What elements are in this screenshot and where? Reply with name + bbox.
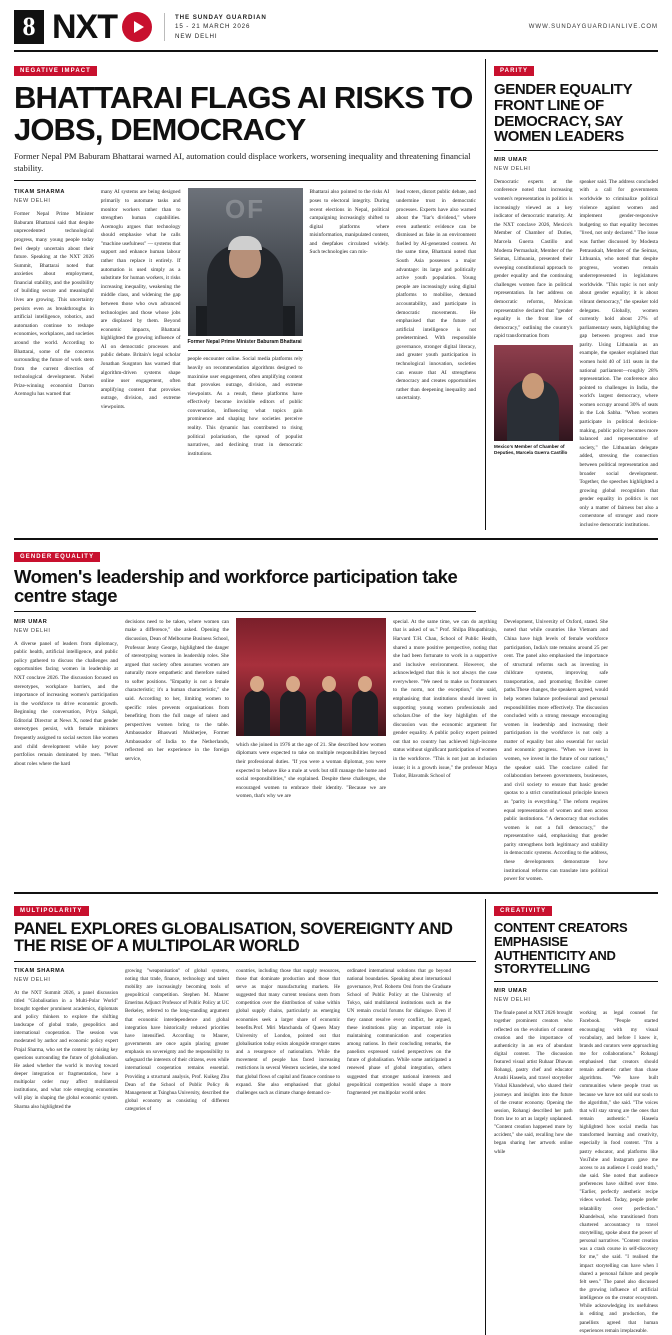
section3-body-2: growing "weaponisation" of global systems, noting that trade, finance, technology and talent mobility are increasingly becoming tools of geopolitical competition. Stephen M. Maurer Emeritus Adjunct Professor of Public Policy at UC Berkeley, referred to the long-standing argument that economic interdependence and global integration have historically reduced priorities have intensified. According to Maurer, governments are once again placing greater emphasis on sovereignty and the responsibility to safeguard the interests of their citizens, even while international cooperation remains essential. Providing a structural analysis, Prof. Kuikeg Zhu Dean of the School of Public Policy & Management at Tsinghua University, described the global economy as consisting of different categories of	[125, 967, 229, 1113]
lead-photo-caption: Former Nepal Prime Minister Baburam Bhattarai	[188, 336, 303, 351]
publication-name: THE SUNDAY GUARDIAN	[175, 14, 267, 22]
parity-photo-caption: Mexico's Member of Chamber of Deputies, Marcela Guerra Castillo	[494, 443, 568, 456]
gender-equality-section	[14, 538, 658, 884]
section2-headline: Women's leadership and workforce participation take centre stage	[14, 567, 476, 612]
section2-body-5: Development, University of Oxford, stated. She noted that while countries like Vietnam and China have high levels of female workforce participation, India's rate remains around 25 per cent. The panel also emphasised the importance of structural reforms such as investing in childcare systems, improving safe transportation, and promoting flexible career paths.These changes, the speakers agreed, would help women balance professional and personal responsibilities more effectively. The discussion concluded with a strong message encouraging women in leadership and increasing their participation in the workforce is not only a matter of equality but also essential for social and economic progress. "When we invest in women, we invest in the future of our nations," the speaker said. The conclave called for collaboration between governments, businesses, and civil society to ensure that basic gender quotas to a strict constitutional principle known as "parity in everything." The reform requires equal representation of women and men across public institutions. "A democracy that excludes women is not a full democracy," the representative said, emphasising that gender parity strengthens both legitimacy and stability in democratic systems. According to the address, these developments demonstrate how institutional reforms can translate into political power for women.	[504, 618, 608, 883]
parity-story	[485, 59, 658, 530]
parity-headline: GENDER EQUALITY FRONT LINE OF DEMOCRACY, SAY WOMEN LEADERS	[494, 82, 658, 151]
section3r-column-1	[494, 1009, 573, 1335]
kicker-multipolarity: MULTIPOLARITY	[14, 906, 89, 916]
section3r-headline: CONTENT CREATORS EMPHASISE AUTHENTICITY AND STORYTELLING	[494, 921, 658, 983]
lead-headline: BHATTARAI FLAGS AI RISKS TO JOBS, DEMOCRACY	[14, 80, 473, 147]
kicker-creativity: CREATIVITY	[494, 906, 552, 916]
lead-photo	[188, 188, 303, 336]
section3-body-4: ordinated international solutions that go beyond national boundaries. Speaking about international governance, Prof. Roberto Orsi from the Graduate School of Public Policy at the University of Tokyo, said multilateral institutions such as the UN remain crucial forums for dialogue. Even if they cannot resolve every conflict, he argued, these institutions play an important role in maintaining communication and cooperation among nations. In their concluding remarks, the panelists expressed varied perspectives on the future of globalisation. While some anticipated a renewed phase of global integration, others suggested that stronger national interests and geopolitical competition would shape a more fragmented yet multipolar world order.	[347, 967, 451, 1096]
section3-column-2	[125, 967, 229, 1114]
parity-byline-name: MIR UMAR	[494, 157, 528, 163]
kicker-negative-impact: NEGATIVE IMPACT	[14, 66, 97, 76]
creativity-story	[485, 899, 658, 1335]
section3r-byline	[494, 987, 658, 1005]
section2-byline	[14, 618, 118, 636]
brand-name: NXT	[52, 8, 117, 46]
parity-columns	[494, 178, 658, 530]
parity-photo	[494, 345, 573, 441]
parity-column-1	[494, 178, 573, 530]
publication-info	[164, 13, 267, 41]
lead-columns	[14, 188, 476, 458]
section2-columns	[14, 618, 658, 884]
lead-body-5: lead voters, distort public debate, and undermine trust in democratic processes. Experts have also warned about the "liar's dividend," where even authentic evidence can be dismissed as fake in an environment fuelled by AI-generated content. At the same time, Bhattarai noted that South Asia possesses a major advantage: its large and politically active youth population. Young people are increasingly using digital platforms to mobilise, demand accountability, and participate in democratic movements. He emphasised that the future of artificial intelligence is not predetermined. With responsible governance, stronger digital literacy, and greater youth participation in technological innovation, societies can ensure that AI strengthens democracy and creates opportunities rather than deepening inequality and uncertainty.	[396, 189, 477, 402]
section2-body-4: special. At the same time, we can do anything that is asked of us." Prof. Shilpa Bhupathiraju, Harvard T.H. Chan, School of Public Health, shared a more positive perspective, noting that she had been fortunate to work in a supportive and inclusive environment. However, she acknowledged that this is not always the case everywhere. "We need to make us frontrunners to the norm, not the exception," she said, emphasising that institutions should invest in supporting young women professionals and scholars.One of the key highlights of the discussion was the economic argument for gender equality. A public policy expert pointed out that no country has achieved high-income status without significant participation of women in the workforce. "This is not just an inclusion issue; it is a growth issue," the professor Maya Tudor, Blavatnik School of	[393, 618, 498, 780]
parity-column-2	[580, 178, 659, 530]
section3r-byline-place: NEW DELHI	[494, 997, 531, 1004]
section2-photo-block	[236, 618, 386, 884]
brand-logo	[52, 10, 152, 44]
publication-date: 15 - 21 MARCH 2026	[175, 23, 251, 31]
section3-columns	[14, 967, 476, 1114]
parity-byline	[494, 156, 658, 174]
section3r-body-1: The finale panel at NXT 2026 brought together prominent creators who reflected on the evolution of content creation and the importance of authenticity in an era of abundant digital content. The discussion featured visual artist Ruhaar Dhawan Rohangi, pastry chef and educator Arushi Haseela, and travel storyteller Vishal Khandelwal, who shared their journeys and insights into the future of the creator economy. Opening the session, Rohangi described her path from law to art as largely unplanned. "Content creation happened more by accident," she said, recalling how she began sharing her artwork online while	[494, 1010, 573, 1155]
kicker-gender-equality: GENDER EQUALITY	[14, 552, 100, 562]
section3-byline-name: TIKAM SHARMA	[14, 967, 66, 974]
lead-photo-block	[188, 188, 303, 458]
lead-body-3: people encounter online. Social media platforms rely heavily on recommendation algorithms designed to maximise user engagement, often amplifying content that provokes outrage, division, and extreme viewpoints. As a result, these platforms have effectively become invisible editors of public conversation, influencing what topics gain prominence and shaping how societies perceive reality. This dynamic has contributed to rising political polarisation, the spread of populist narratives, and declining trust in democratic institutions.	[187, 356, 303, 457]
lead-column-2	[101, 188, 181, 458]
section3-byline-place: NEW DELHI	[14, 976, 51, 983]
parity-body-2: speaker said. The address concluded with a call for governments worldwide to criminalize political violence against women and implement gender-responsive budgeting so that equality becomes "lived, not only declared." The issue was further discussed by Modesta Petrauskait, Member of the Seimas, Lithuania, who noted that despite progress, women remain underrepresented in legislatures worldwide. "This topic is not only about gender equality; it is about vibrant democracy," the speaker told delegates. Globally, women currently hold about 27% of parliamentary seats, highlighting the gap between progress and true parity. Using Lithuania as an example, the speaker explained that women hold 40 of 141 seats in the national parliament—roughly 28% representation. The conference also pointed to challenges in India, the world's largest democracy, where women occupy around 30% of seats in the Lok Sabha. "When women participate in political decision-making, public policy becomes more balanced and representative of society," the Lithuanian delegate added, stressing the connection between political representation and broader social development. Together, the speeches highlighted a growing global recognition that gender equality in politics is not only a matter of fairness but also a cornerstone of stronger and more inclusive democratic institutions.	[579, 178, 658, 528]
lead-byline	[14, 188, 94, 206]
masthead	[14, 10, 658, 52]
kicker-parity: PARITY	[494, 66, 534, 76]
play-icon	[122, 12, 152, 42]
top-section	[14, 59, 658, 530]
section3-column-3	[236, 967, 340, 1114]
section2-body-2: decisions need to be taken, where women can make a difference," she asked. Opening the discussion, Dean of Melbourne Business School, Professor Jenny George, highlighted the danger of stereotyping women in leadership roles. She argued that society often assumes women are naturally more empathetic and therefore suited to softer positions. "Empathy is not a female characteristic; it's a human characteristic," she said. According to her, limiting women to specific roles prevents organisations from benefiting from the full range of talent and perspectives women bring to the table. Ambassador Bhaswati Mukherjee, Former Ambassador of India to the Netherlands, reflected on her experience in the foreign service,	[125, 618, 229, 763]
lead-column-4	[310, 188, 390, 458]
lead-story	[14, 59, 476, 530]
byline-name: TIKAM SHARMA	[14, 189, 66, 196]
section3r-body-2: working as legal counsel for Facebook. "People started encouraging with my visual vocabulary, and before I knew it, brands and curators were approaching me for collaborations." Rohangi emphasised that creators should remain authentic rather than chase algorithms. "We have built communities where people trust us because we have not sold our souls to the algorithm," she said. "The voices that will stay strong are the ones that remain authentic." Haseela highlighted how social media has transformed learning and creativity, especially in food content. "I'm a pastry educator, and platforms like YouTube and Instagram gave me access to an audience I could teach," she said. She noted that audience preferences have shifted over time. "Earlier, perfectly aesthetic recipe videos worked. Today, people prefer relatability over perfection." Khandelwal, who transitioned from chartered accountancy to travel storytelling, spoke about the power of personal narratives. "Content creation was a crash course in self-discovery for me," she said. "I realised the impact storytelling can have when I shared a personal failure and people felt seen." The panel also discussed the growing influence of artificial intelligence on the creator ecosystem. While acknowledging its usefulness in editing and production, the panellists agreed that human experiences remain irreplaceable.	[579, 1010, 658, 1334]
section2-photo	[236, 618, 386, 736]
multipolarity-story	[14, 899, 476, 1335]
section2-body-3: which she joined in 1976 at the age of 21. She described how women diplomats were expected to take on multiple responsibilities beyond their professional duties. "If you were a woman diplomat, you were expected to behave like a male at work but still manage the home and social responsibilities," she explained. Despite these challenges, she encouraged women to embrace their identity. "Because we are women, that's why we are	[236, 741, 386, 800]
parity-byline-place: NEW DELHI	[494, 165, 531, 172]
section3-body-3: countries, including those that supply resources, those that dominate production and those that serve as major manufacturing markets. He suggested that many current tensions stem from competition over the distribution of value within global supply chains, particularly as emerging economies seek a larger share of economic benefits.Prof. Miri Manchanda of Queen Mary University of London, pointed out that globalisation today exists alongside stronger states and a resurgence of nationalism. While the movement of people has faced increasing restrictions in several Western societies, she noted that global flows of capital and finance continue to expand. She also emphasised that global challenges such as climate change demand co-	[236, 967, 340, 1096]
bottom-section	[14, 892, 658, 1335]
section2-body-1: A diverse panel of leaders from diplomacy, public health, artificial intelligence, and public policy gathered to discuss the challenges and opportunities facing women in leadership at NXT conclave 2026. The discussion focused on stereotypes, workplace barriers, and the importance of increasing women's participation in the workforce to drive economic growth. Beginning the conversation, Priya Sahgal, Editorial Director at News X, noted that gender stereotypes persist, with female ministers frequently assigned to social sectors like women and child development while key power portfolios remain dominated by men. "What about roles where the hard	[14, 640, 118, 767]
lead-column-5	[396, 188, 476, 458]
publication-city: NEW DELHI	[175, 32, 218, 40]
section2-byline-place: NEW DELHI	[14, 627, 51, 634]
section3-headline: PANEL EXPLORES GLOBALISATION, SOVEREIGNTY AND THE RISE OF A MULTIPOLAR WORLD	[14, 921, 476, 962]
website-url[interactable]: WWW.SUNDAYGUARDIANLIVE.COM	[528, 24, 658, 30]
section2-column-4	[393, 618, 497, 884]
page-number: 8	[14, 10, 44, 44]
section2-column-2	[125, 618, 229, 884]
section3-column-1	[14, 967, 118, 1114]
section3r-column-2	[580, 1009, 659, 1335]
lead-body-1: Former Nepal Prime Minister Baburam Bhattarai said that despite unprecedented technological progress, many young people today feel deeply uncertain about their future. Speaking at the NXT 2026 Summit, Bhattarai noted that anxieties about employment, financial stability, and the possibility of building secure and meaningful lives are growing. This uncertainty persists even as breakthroughs in artificial intelligence, robotics, and automation continue to reshape economies, workplaces, and societies around the world. According to Bhattarai, some of the concerns surrounding the future of work stem from the current direction of technological development. Nobel Prize-winning economist Darron Acemoglu has warned that	[14, 211, 94, 398]
section2-column-1	[14, 618, 118, 884]
byline-place: NEW DELHI	[14, 198, 51, 205]
lead-column-1	[14, 188, 94, 458]
lead-body-2: many AI systems are being designed primarily to automate tasks and monitor workers rather than to strengthen human capabilities. Acemoglu argues that technology should emphasise what he calls "machine usefulness" — systems that support and enhance human labour rather than replace it entirely. If automation is used simply as a substitute for human workers, it risks increasing inequality, weakening the middle class, and widening the gap between those who own advanced technologies and those whose jobs are displaced by them. Beyond economic impacts, Bhattarai highlighted the growing influence of AI on democratic processes and public debate. Britain's legal scholar Jonathan Susgnton has warned that algorithm-driven systems shape online user engagement, often amplifying content that provokes outrage, division, and extreme viewpoints.	[100, 189, 181, 410]
section3-column-4	[347, 967, 451, 1114]
lead-subhead: Former Nepal PM Baburam Bhattarai warned AI, automation could displace workers, worsening inequality and threatening financial stability.	[14, 151, 476, 181]
section2-byline-name: MIR UMAR	[14, 618, 48, 625]
section3-byline	[14, 967, 118, 985]
parity-body-1: Democratic experts at the conference noted that increasing women's representation in politics is increasingly viewed as a key indicator of democratic maturity. At the NXT conclave 2026, Mexico's Member of Chamber of Duties, Marcela Guerra Castillo and Modesta Permashait, Member of the Seimas, Lithuania, presented their sweeping constitutional approach to gender equality and the continuing challenges women face in political representation. In her address on democratic reforms, Mexican representative declared that "gender equality is the front line of democracy," outlining the country's rapid transformation from	[494, 178, 573, 340]
section2-column-5	[504, 618, 608, 884]
section3r-columns	[494, 1009, 658, 1335]
lead-body-4: Bhattarai also pointed to the risks AI poses to electoral integrity. During recent elections in Nepal, political campaigning increasingly shifted to digital platforms where misinformation, manipulated content, and deepfakes circulated widely. Such technologies can mis-	[309, 189, 390, 256]
section3r-byline-name: MIR UMAR	[494, 988, 528, 995]
section3-body-1: At the NXT Summit 2026, a panel discussion titled "Globalisation in a Multi-Polar World" brought together prominent academics, diplomats and policy thinkers to explore the shifting landscape of global trade, geopolitics and international cooperation. The session was moderated by author and economic policy expert Prajal Sharma, who set the context by raising key questions surrounding the future of globalisation. He asked whether the world is moving toward deeper integration or fragmentation, how a multipolar order may affect multilateral institutions, and what role emerging economies will play in shaping the global economic system. Sharma also highlighted the	[14, 989, 118, 1110]
photo-banner-text: OF	[224, 194, 266, 225]
